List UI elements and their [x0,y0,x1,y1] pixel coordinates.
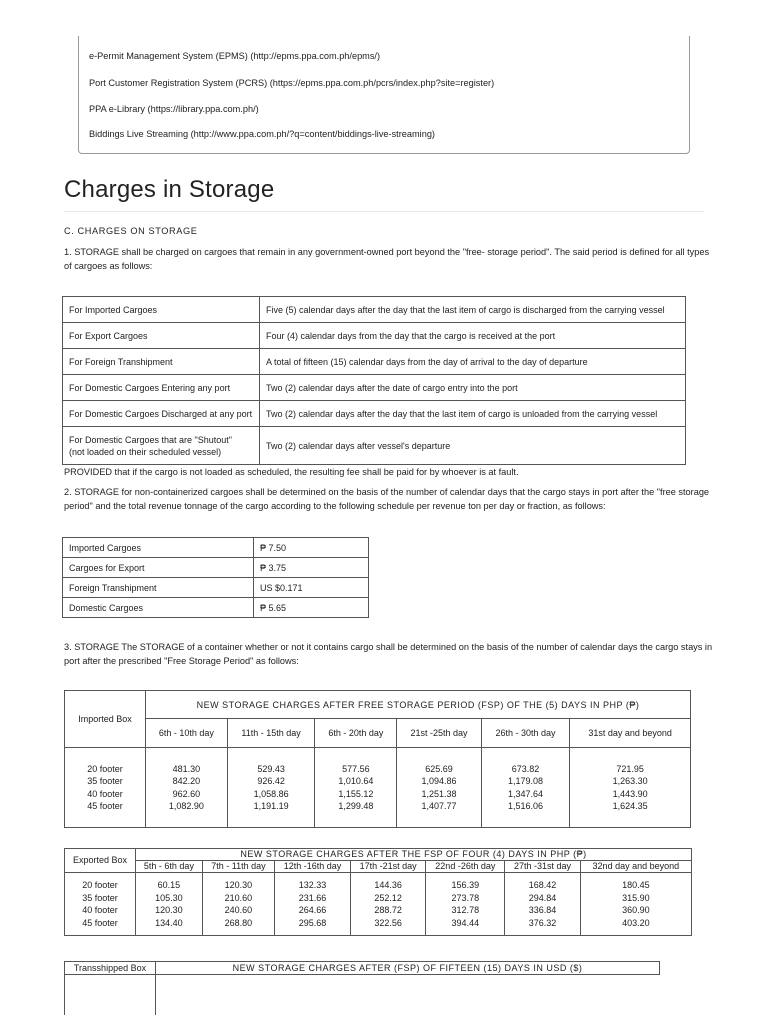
charge-value: 132.33 [298,880,327,890]
link-epms[interactable]: e-Permit Management System (EPMS) (http://epms.ppa.com.ph/epms/) [89,51,381,61]
charge-value: 1,082.90 [168,801,204,811]
charge-value: 481.30 [172,763,201,774]
charge-value: 294.84 [528,892,557,903]
paragraph-1: 1. STORAGE shall be charged on cargoes that remain in any government-owned port beyond the "free- storage period". The said period is defined for all types of cargoes as follows: [64,247,710,271]
cargo-cell: Foreign Transhipment [63,578,254,598]
cargo-cell: Domestic Cargoes [63,598,254,618]
period-cell: Two (2) calendar days after the date of cargo entry into the port [260,375,686,401]
charge-value: 322.56 [374,917,402,928]
box-type-cell: Exported Box [65,849,136,873]
period-header: 21st -25th day [397,719,482,748]
period-cell: Two (2) calendar days after vessel's departure [260,427,686,465]
size-label: 20 footer [87,763,123,774]
charge-value: 240.60 [224,905,253,915]
paragraph-2: 2. STORAGE for non-containerized cargoes shall be determined on the basis of the number of calendar days that the cargo stays in port after the "free storage period" and the total revenue tonnage of the cargo according to the following schedule per revenue ton per day or fraction, as follows: [64,487,710,511]
charge-value: 1,299.48 [338,801,374,811]
charge-value: 315.90 [622,892,650,903]
period-header-row [65,861,692,873]
period-cell: Five (5) calendar days after the day that the last item of cargo is discharged from the carrying vessel [260,297,686,323]
charge-value: 394.44 [451,917,480,928]
cargo-type-cell [63,427,260,465]
rate-cell: ₱ 5.65 [254,598,369,618]
charge-value: 268.80 [224,917,253,928]
sizes-cell [65,748,146,828]
link-pcrs[interactable]: Port Customer Registration System (PCRS) (https://epms.ppa.com.ph/pcrs/index.php?site=register) [89,78,495,88]
table-row [63,375,686,401]
table-row [65,873,692,936]
exported-box-table [64,848,692,936]
period-header: 5th - 6th day [136,861,203,873]
size-label: 35 footer [82,892,118,903]
charge-value: 105.30 [155,892,183,903]
page-title: Charges in Storage [64,176,275,203]
charge-value: 1,263.30 [612,776,648,786]
values-cell [315,748,397,828]
period-header-row [65,719,691,748]
charge-value: 273.78 [451,892,480,903]
table-row [63,323,686,349]
size-label: 40 footer [87,788,123,799]
charge-value: 336.84 [528,905,557,915]
charge-value: 962.60 [172,788,201,799]
charge-value: 1,191.19 [253,801,289,811]
imported-box-table [64,690,691,828]
box-type-cell: Imported Box [65,691,146,748]
charge-value: 60.15 [157,880,181,890]
charge-value: 312.78 [451,905,480,915]
charge-value: 210.60 [224,892,253,903]
period-header: 17th -21st day [350,861,425,873]
period-header: 27th -31st day [505,861,580,873]
table-row [65,748,691,828]
rate-cell: ₱ 7.50 [254,538,369,558]
box-type-cell [65,975,156,1016]
table-row [63,598,369,618]
cargo-type-note: (not loaded on their scheduled vessel) [69,446,222,457]
charge-value: 1,624.35 [612,801,648,811]
box-type-cell: Transshipped Box [65,962,156,975]
charge-value: 403.20 [622,917,650,928]
charge-value: 529.43 [257,763,285,774]
charge-value: 1,347.64 [508,788,544,799]
sizes-cell [65,873,136,936]
values-cell [570,748,691,828]
charge-value: 120.30 [155,905,183,915]
title-divider [64,211,704,212]
values-cell [580,873,691,936]
charge-value: 120.30 [224,880,253,890]
size-label: 35 footer [87,776,123,786]
charge-value: 1,407.77 [421,801,457,811]
cargo-type-label: For Domestic Cargoes that are "Shutout" [69,434,232,445]
charge-value: 264.66 [298,905,327,915]
values-cell [146,748,228,828]
provided-note: PROVIDED that if the cargo is not loaded as scheduled, the resulting fee shall be paid for by whoever is at fault. [64,467,519,477]
charge-value: 1,155.12 [338,788,374,799]
charge-value: 252.12 [374,892,402,903]
size-label: 45 footer [82,917,118,928]
table-row [65,975,660,1016]
period-cell: Four (4) calendar days from the day that the cargo is received at the port [260,323,686,349]
rate-cell: US $0.171 [254,578,369,598]
related-links-panel [78,36,690,154]
free-storage-period-table [62,296,686,465]
table-row [63,401,686,427]
charge-value: 1,516.06 [508,801,544,811]
period-header: 11th - 15th day [227,719,315,748]
table-header-row [65,962,660,975]
period-header: 12th -16th day [274,861,350,873]
charge-value: 1,251.38 [421,788,457,799]
charge-value: 231.66 [298,892,327,903]
values-cell [426,873,505,936]
charge-value: 156.39 [451,880,480,890]
charge-value: 144.36 [374,880,402,890]
values-cell [202,873,274,936]
table-header: NEW STORAGE CHARGES AFTER FREE STORAGE PERIOD (FSP) OF THE (5) DAYS IN PHP (₱) [146,691,691,719]
charge-value: 288.72 [374,905,402,915]
charge-value: 376.32 [528,917,557,928]
section-title: C. CHARGES ON STORAGE [64,226,198,236]
charge-value: 673.82 [511,763,540,774]
charge-value: 1,094.86 [421,776,457,786]
size-label: 20 footer [82,880,118,890]
charge-value: 168.42 [528,880,557,890]
charge-value: 180.45 [622,880,650,890]
table-row [63,349,686,375]
size-label: 40 footer [82,905,118,915]
cargo-type-cell: For Foreign Transhipment [63,349,260,375]
table-row [63,578,369,598]
link-elibrary[interactable]: PPA e-Library (https://library.ppa.com.ph/) [89,104,259,114]
period-header: 32nd day and beyond [580,861,691,873]
values-cell [505,873,580,936]
period-cell: A total of fifteen (15) calendar days from the day of arrival to the day of departure [260,349,686,375]
noncontainer-rates-table [62,537,369,618]
cargo-cell: Imported Cargoes [63,538,254,558]
period-cell: Two (2) calendar days after the day that the last item of cargo is unloaded from the carrying vessel [260,401,686,427]
charge-value: 1,058.86 [253,788,289,799]
transshipped-box-table [64,961,660,1015]
charge-value: 926.42 [257,776,285,786]
charge-value: 1,179.08 [508,776,544,786]
cargo-type-cell: For Imported Cargoes [63,297,260,323]
cargo-type-cell: For Domestic Cargoes Entering any port [63,375,260,401]
link-biddings-stream[interactable]: Biddings Live Streaming (http://www.ppa.com.ph/?q=content/biddings-live-streaming) [89,129,435,139]
charge-value: 360.90 [622,905,650,915]
charge-value: 134.40 [155,917,183,928]
values-cell [350,873,425,936]
table-header: NEW STORAGE CHARGES AFTER (FSP) OF FIFTEEN (15) DAYS IN USD ($) [156,962,660,975]
table-row [63,558,369,578]
values-cell [274,873,350,936]
period-header: 26th - 30th day [481,719,570,748]
cargo-cell: Cargoes for Export [63,558,254,578]
charge-value: 625.69 [425,763,453,774]
charge-value: 1,443.90 [612,788,648,799]
period-header: 6th - 10th day [146,719,228,748]
table-row [63,538,369,558]
values-cell [481,748,570,828]
values-cell [397,748,482,828]
table-header-row [65,691,691,719]
paragraph-3: 3. STORAGE The STORAGE of a container whether or not it contains cargo shall be determined on the basis of the number of calendar days the cargo stays in port after the prescribed "Free Storage Period" as follows: [64,642,713,666]
values-cell [136,873,203,936]
charge-value: 842.20 [172,776,201,786]
table-row [63,427,686,465]
table-header-row [65,849,692,861]
table-row [63,297,686,323]
charge-value: 295.68 [298,917,327,928]
period-header: 7th - 11th day [202,861,274,873]
period-header: 22nd -26th day [426,861,505,873]
period-header: 6th - 20th day [315,719,397,748]
cargo-type-cell: For Export Cargoes [63,323,260,349]
charge-value: 721.95 [616,763,644,774]
size-label: 45 footer [87,801,123,811]
rate-cell: ₱ 3.75 [254,558,369,578]
table-header: NEW STORAGE CHARGES AFTER THE FSP OF FOUR (4) DAYS IN PHP (₱) [136,849,692,861]
empty-cell [156,975,660,1016]
charge-value: 1,010.64 [338,776,374,786]
values-cell [227,748,315,828]
charge-value: 577.56 [342,763,370,774]
period-header: 31st day and beyond [570,719,691,748]
cargo-type-cell: For Domestic Cargoes Discharged at any port [63,401,260,427]
